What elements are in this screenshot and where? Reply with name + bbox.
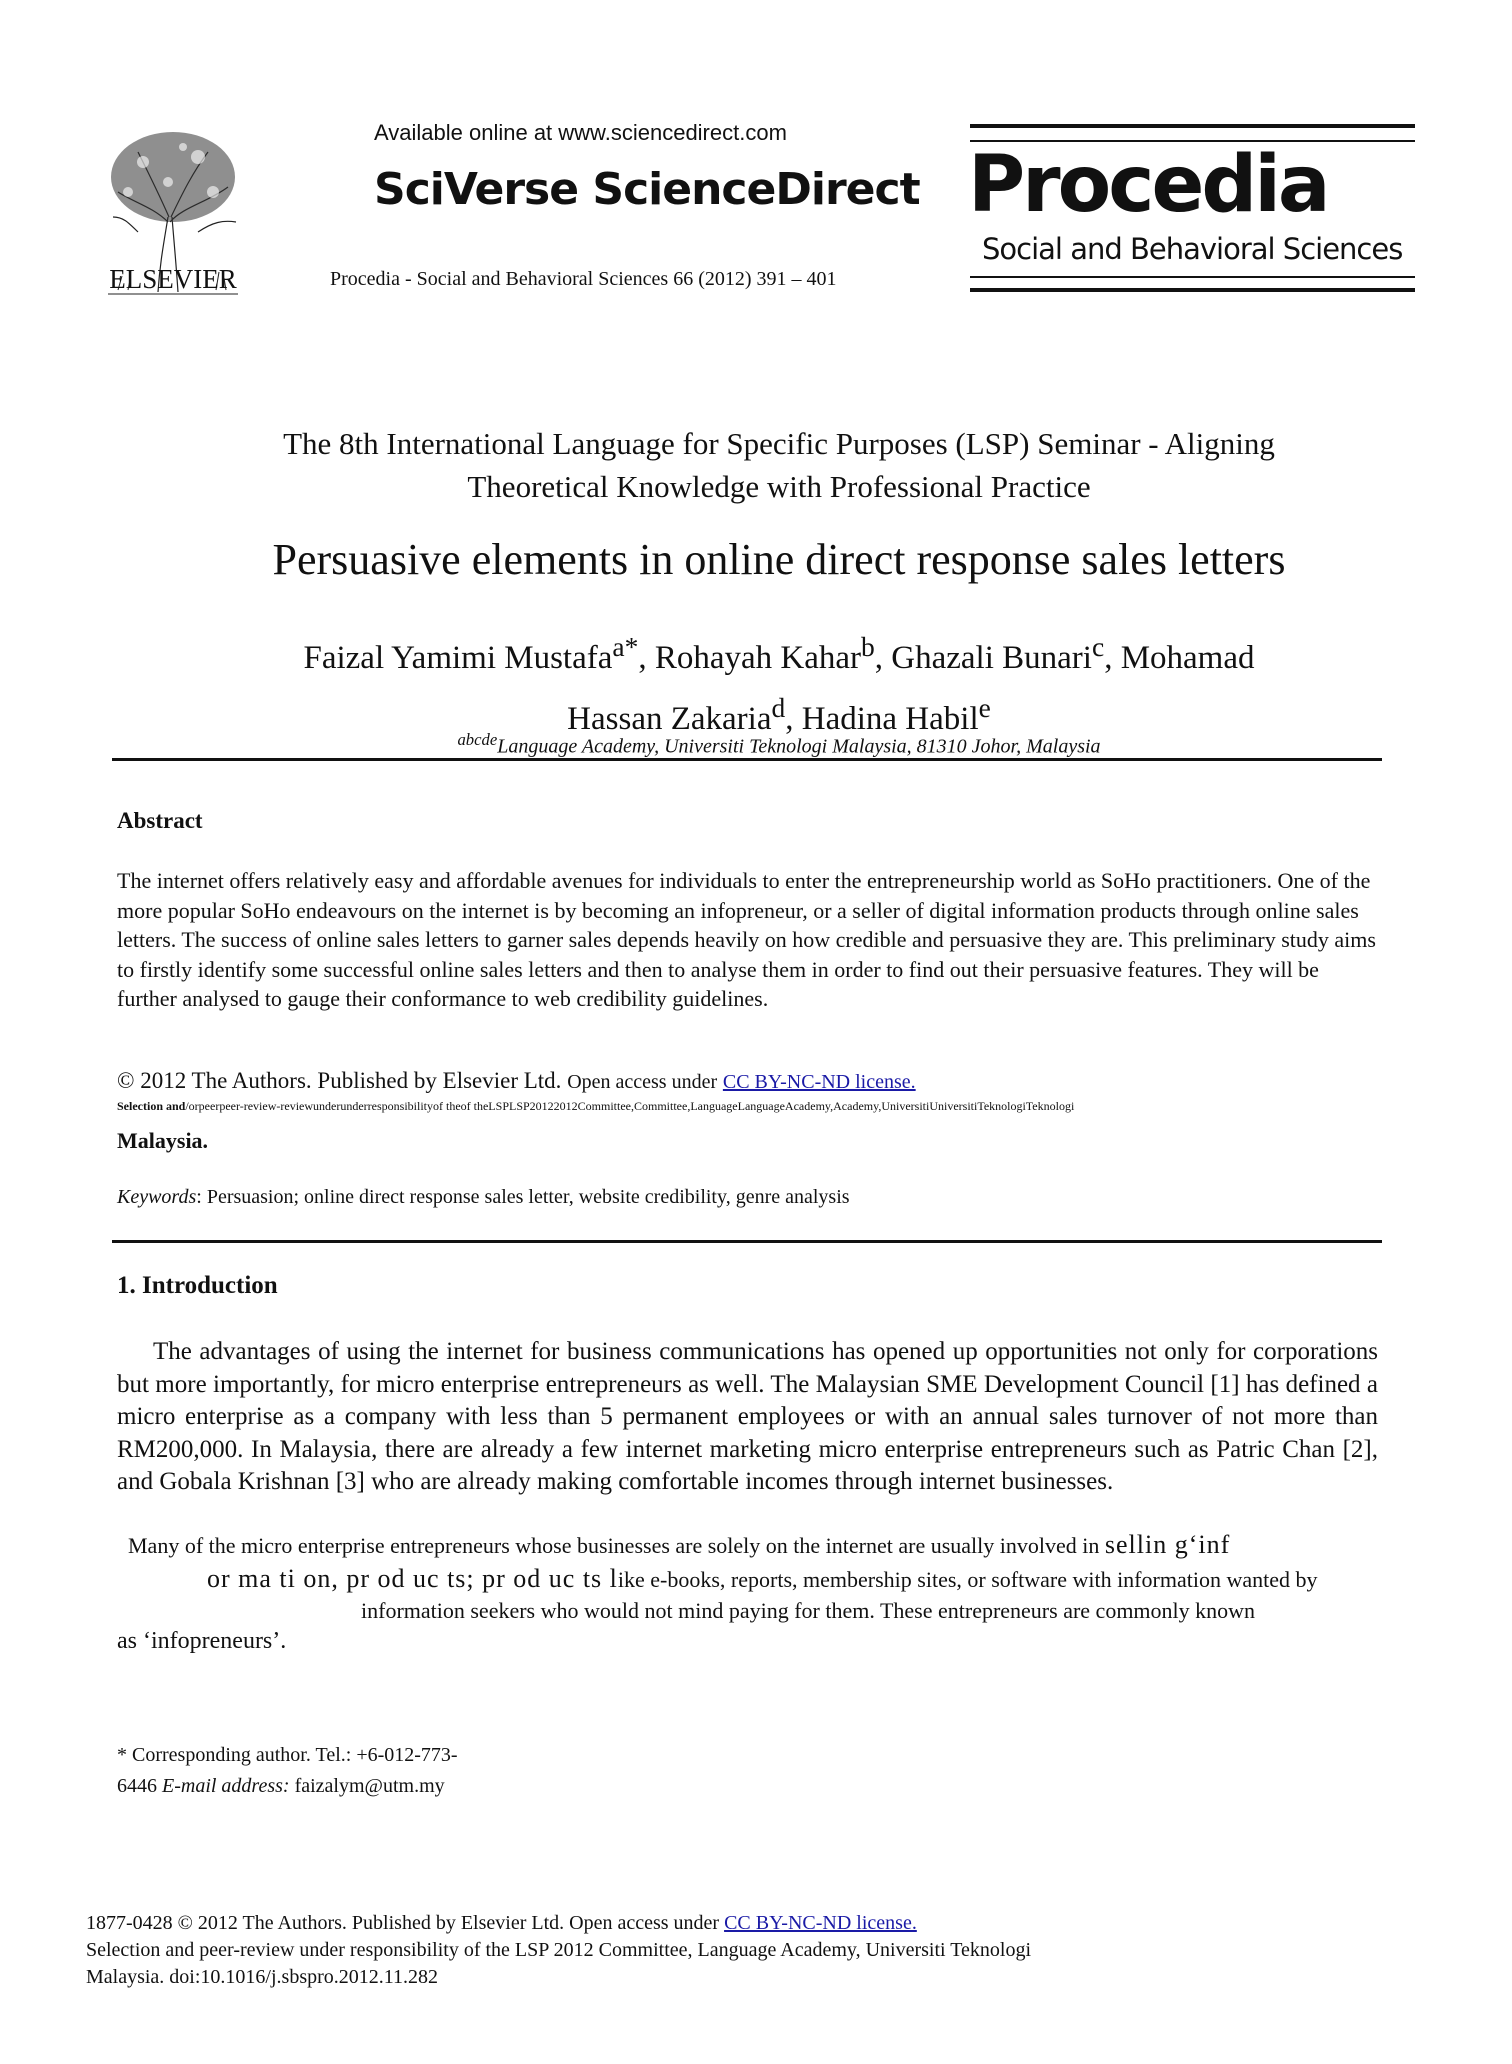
license-link[interactable]: CC BY-NC-ND license.	[722, 1071, 916, 1093]
introduction-paragraph-2-line-3: information seekers who would not mind paying for them. These entrepreneurs are commonly known	[361, 1598, 1256, 1623]
paper-title: Persuasive elements in online direct response sales letters	[272, 535, 1286, 584]
footnote-marker: *	[117, 1744, 127, 1766]
sciverse-logo-text: SciVerse ScienceDirect	[374, 164, 920, 215]
selection-country: Malaysia.	[117, 1128, 209, 1153]
email-address: faizalym@utm.my	[294, 1775, 445, 1797]
selection-note	[117, 1099, 1397, 1114]
publisher-name: ELSEVIER	[109, 264, 237, 294]
available-online-text: Available online at www.sciencedirect.com	[374, 120, 787, 145]
keywords	[117, 1186, 850, 1209]
procedia-bottom-rule	[970, 276, 1415, 292]
footer-license-link[interactable]: CC BY-NC-ND license.	[724, 1912, 917, 1934]
conference-name	[112, 422, 1446, 508]
footnote-phone-end: 6446	[117, 1775, 157, 1797]
title-divider	[112, 758, 1382, 761]
selection-bold: Selection and	[117, 1099, 186, 1113]
garbled-text: sellin g‘inf	[1104, 1530, 1231, 1559]
open-access-text: Open access under	[567, 1071, 718, 1093]
copyright-line	[117, 1068, 916, 1094]
procedia-logo-text: Procedia	[968, 140, 1328, 230]
paragraph-text: Many of the micro enterprise entrepreneurs whose businesses are solely on the internet are usually involved in	[128, 1533, 1100, 1558]
author-name: Hassan Zakaria	[567, 701, 772, 737]
author-name: , Mohamad	[1104, 640, 1255, 676]
affiliation-text: Language Academy, Universiti Teknologi Malaysia, 81310 Johor, Malaysia	[497, 735, 1101, 758]
corresponding-author-footnote	[117, 1740, 458, 1802]
abstract-heading: Abstract	[117, 808, 203, 833]
copyright-text: © 2012 The Authors. Published by Elsevier Ltd.	[117, 1068, 562, 1093]
journal-citation: Procedia - Social and Behavioral Sciences 66 (2012) 391 – 401	[330, 268, 837, 290]
affiliation-superscript: abcde	[457, 730, 498, 749]
footer-doi: Malaysia. doi:10.1016/j.sbspro.2012.11.282	[86, 1966, 439, 1988]
author-list	[112, 622, 1446, 744]
introduction-paragraph-2-line-4: as ‘infopreneurs’.	[117, 1628, 287, 1654]
author-superscript: a*	[612, 631, 639, 662]
page-footer	[86, 1910, 1031, 1991]
procedia-subtitle: Social and Behavioral Sciences	[982, 232, 1403, 266]
abstract-body: The internet offers relatively easy and affordable avenues for individuals to enter the entrepreneurship world as SoHo practitioners. One of the more popular SoHo endeavours on the internet is by becoming an infopreneur, or a seller of digital information products through online sales letters. The success of online sales letters to garner sales depends heavily on how credible and persuasive they are. This preliminary study aims to firstly identify some successful online sales letters and then to analyse them in order to find out their persuasive features. They will be further analysed to gauge their conformance to web credibility guidelines.	[117, 868, 1376, 1011]
author-superscript: c	[1091, 631, 1105, 662]
keywords-list: : Persuasion; online direct response sales letter, website credibility, genre analysis	[196, 1186, 850, 1208]
introduction-paragraph-1-text: The advantages of using the internet for business communications has opened up opportunities not only for corporations but more importantly, for micro enterprise entrepreneurs as well. The Malaysian SME Development Council [1] has defined a micro enterprise as a company with less than 5 permanent employees or with an annual sales turnover of not more than RM200,000. In Malaysia, there are already a few internet marketing micro enterprise entrepreneurs such as Patric Chan [2], and Gobala Krishnan [3] who are already making comfortable incomes through internet businesses.	[117, 1338, 1378, 1495]
author-name: , Ghazali Bunari	[874, 640, 1092, 676]
selection-rest: /orpeerpeer-review-reviewunderunderresponsibilityof theof theLSPLSP20122012Committee,Committee,LanguageLanguageAcademy,Academy,UniversitiUniversitiTeknologiTeknologi	[185, 1099, 1075, 1113]
author-name: Faizal Yamimi Mustafa	[303, 640, 613, 676]
garbled-text: or ma ti on, pr od uc ts; pr od uc ts l	[207, 1564, 618, 1593]
introduction-paragraph-2-line-2	[207, 1564, 1317, 1594]
author-superscript: d	[771, 692, 786, 723]
introduction-heading: 1. Introduction	[117, 1272, 278, 1299]
paragraph-text: ike e-books, reports, membership sites, or software with information wanted by	[617, 1567, 1318, 1592]
footnote-line-1	[117, 1740, 458, 1771]
footnote-line-2	[117, 1771, 458, 1802]
author-name: , Hadina Habil	[785, 701, 979, 737]
footnote-text: Corresponding author. Tel.: +6-012-773-	[132, 1744, 458, 1766]
author-superscript: e	[978, 692, 991, 723]
introduction-paragraph-1	[117, 1336, 1378, 1499]
conference-line-1: The 8th International Language for Specific Purposes (LSP) Seminar - Aligning	[283, 426, 1275, 461]
author-line-1	[112, 622, 1446, 683]
footer-line-1	[86, 1910, 1031, 1937]
introduction-paragraph-2-line-1	[128, 1530, 1230, 1560]
footer-issn: 1877-0428 © 2012 The Authors. Published by Elsevier Ltd. Open access under	[86, 1912, 720, 1934]
abstract-divider	[112, 1240, 1382, 1243]
email-label: E-mail address:	[162, 1775, 290, 1797]
keywords-label: Keywords	[117, 1186, 197, 1208]
author-superscript: b	[861, 631, 875, 662]
author-name: , Rohayah Kahar	[638, 640, 862, 676]
footer-selection: Selection and peer-review under responsibility of the LSP 2012 Committee, Language Academy, Universiti Teknologi	[86, 1939, 1032, 1961]
conference-line-2: Theoretical Knowledge with Professional Practice	[467, 469, 1091, 504]
affiliation	[112, 730, 1446, 759]
